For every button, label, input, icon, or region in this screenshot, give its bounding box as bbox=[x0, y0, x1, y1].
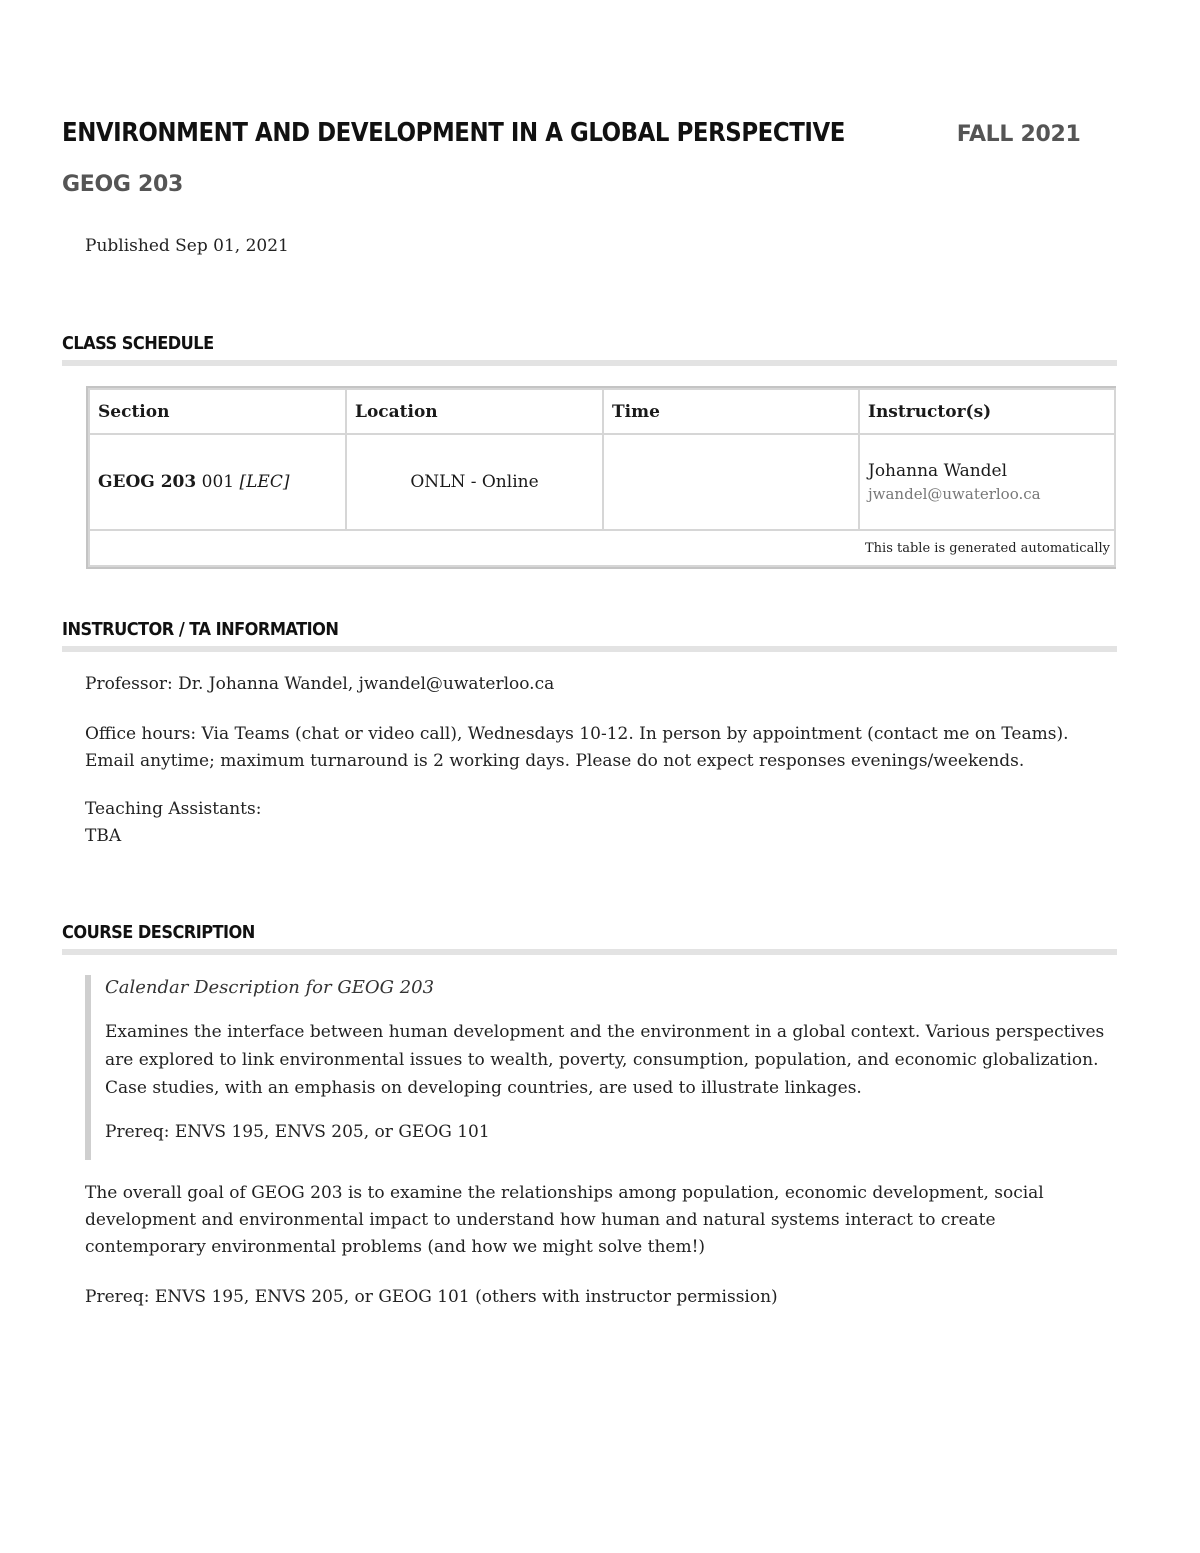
page-title-row bbox=[62, 118, 1081, 148]
term-label: FALL 2021 bbox=[956, 122, 1081, 147]
published-date: Published Sep 01, 2021 bbox=[85, 236, 289, 256]
section-number: 001 bbox=[201, 472, 235, 492]
course-description-heading bbox=[62, 922, 1117, 955]
column-header-time: Time bbox=[603, 389, 859, 434]
location-cell: ONLN - Online bbox=[346, 434, 603, 530]
course-description-title: COURSE DESCRIPTION bbox=[62, 922, 255, 943]
instructor-info-heading bbox=[62, 619, 1117, 652]
calendar-description-text: Examines the interface between human development and the environment in a global context. Various perspectives are explored to link environmental issues to wealth, poverty, consumption, population, and economic globalization. Case studies, with an emphasis on developing countries, are used to illustrate linkages. bbox=[105, 1022, 1105, 1098]
calendar-prereq: Prereq: ENVS 195, ENVS 205, or GEOG 101 bbox=[105, 1122, 490, 1142]
column-header-section: Section bbox=[89, 389, 346, 434]
table-footnote: This table is generated automatically bbox=[89, 530, 1115, 566]
section-divider bbox=[62, 646, 1117, 652]
prereq-paragraph: Prereq: ENVS 195, ENVS 205, or GEOG 101 (others with instructor permission) bbox=[85, 1287, 778, 1307]
calendar-description-title: Calendar Description for GEOG 203 bbox=[105, 977, 435, 998]
column-header-instructors: Instructor(s) bbox=[859, 389, 1115, 434]
instructor-email-link[interactable]: jwandel@uwaterloo.ca bbox=[868, 485, 1041, 503]
section-type: [LEC] bbox=[239, 472, 290, 492]
table-header-row bbox=[89, 389, 1115, 434]
calendar-description-block bbox=[85, 975, 1105, 1160]
ta-label: Teaching Assistants: bbox=[85, 799, 262, 819]
teaching-assistants bbox=[85, 796, 1105, 850]
instructor-name: Johanna Wandel bbox=[868, 461, 1008, 481]
section-cell bbox=[89, 434, 346, 530]
time-cell bbox=[603, 434, 859, 530]
professor-line: Professor: Dr. Johanna Wandel, jwandel@uwaterloo.ca bbox=[85, 674, 555, 694]
instructor-cell bbox=[859, 434, 1115, 530]
office-hours bbox=[85, 721, 1105, 775]
office-hours-line: Office hours: Via Teams (chat or video call), Wednesdays 10-12. In person by appointment (contact me on Teams). bbox=[85, 724, 1069, 744]
class-schedule-heading bbox=[62, 333, 1117, 366]
section-divider bbox=[62, 360, 1117, 366]
email-policy-line: Email anytime; maximum turnaround is 2 working days. Please do not expect responses evenings/weekends. bbox=[85, 751, 1025, 771]
page-title: ENVIRONMENT AND DEVELOPMENT IN A GLOBAL PERSPECTIVE bbox=[62, 118, 845, 148]
table-row bbox=[89, 434, 1115, 530]
section-course-code: GEOG 203 bbox=[98, 472, 197, 492]
table-footnote-row bbox=[89, 530, 1115, 566]
column-header-location: Location bbox=[346, 389, 603, 434]
class-schedule-title: CLASS SCHEDULE bbox=[62, 333, 214, 354]
section-divider bbox=[62, 949, 1117, 955]
ta-value: TBA bbox=[85, 826, 122, 846]
class-schedule-table bbox=[86, 386, 1116, 569]
instructor-info-title: INSTRUCTOR / TA INFORMATION bbox=[62, 619, 339, 640]
course-code: GEOG 203 bbox=[62, 172, 184, 197]
overall-goal-paragraph: The overall goal of GEOG 203 is to examine the relationships among population, economic development, social development and environmental impact to understand how human and natural systems interact to create contemporary environmental problems (and how we might solve them!) bbox=[85, 1183, 1044, 1257]
